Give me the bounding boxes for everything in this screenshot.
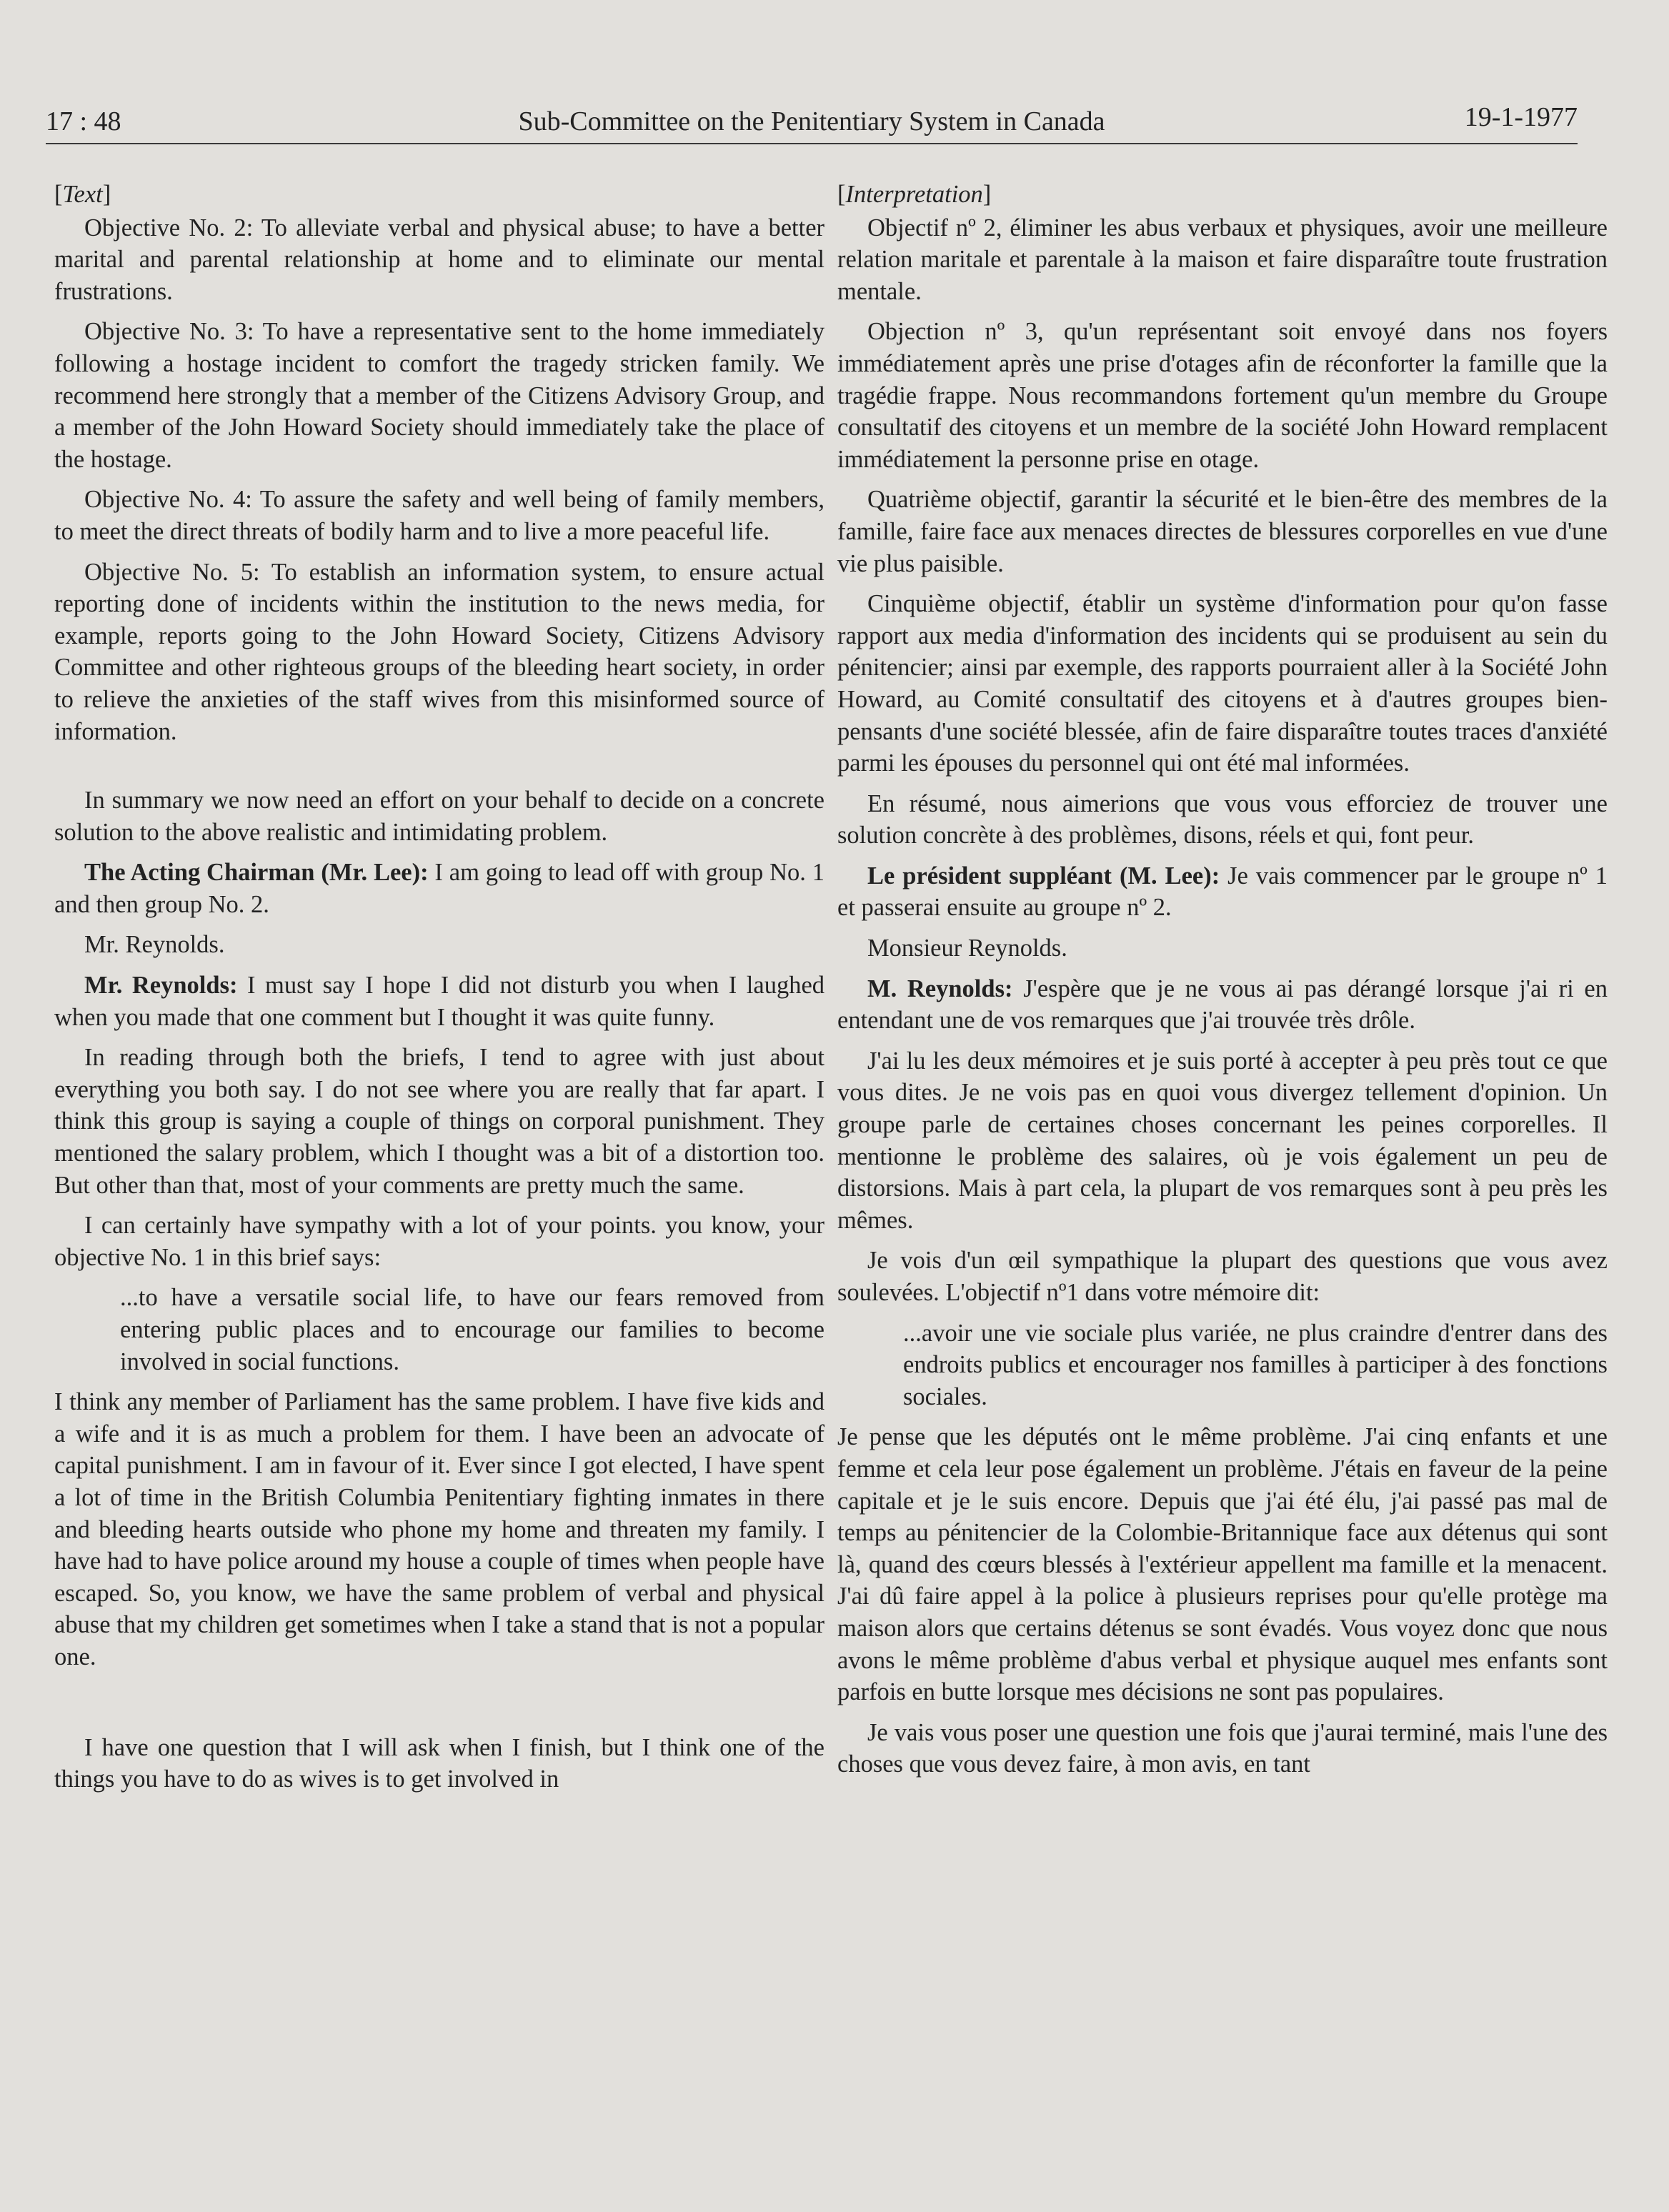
paragraph: In reading through both the briefs, I tend to agree with just about everything you both say. I do not see where you are really that far apart. I think this group is saying a couple of things on corporal punishment. They mentioned the salary problem, which I thought was a bit of a distortion too. But other than that, most of your comments are pretty much the same. xyxy=(54,1044,824,1199)
speaker-name: The Acting Chairman (Mr. Lee): xyxy=(84,859,429,887)
paragraph: Quatrième objectif, garantir la sécurité et le bien-être des membres de la famille, faire face aux menaces directes de blessures corporelles en vue d'une vie plus paisible. xyxy=(837,486,1608,577)
paragraph: I can certainly have sympathy with a lot of your points. you know, your objective No. 1 in this brief says: xyxy=(54,1212,824,1271)
speaker-paragraph: Le président suppléant (M. Lee): Je vais commencer par le groupe nº 1 et passerai ensuite au groupe nº 2. xyxy=(837,862,1608,922)
language-tag: [Interpretation] xyxy=(837,181,992,208)
speaker-name: Mr. Reynolds: xyxy=(84,972,238,1000)
block-quote: ...to have a versatile social life, to have our fears removed from entering public places and to encourage our families to become involved in social functions. xyxy=(120,1284,824,1375)
page-header xyxy=(46,86,1578,144)
speaker-paragraph: M. Reynolds: J'espère que je ne vous ai pas dérangé lorsque j'ai ri en entendant une de vos remarques que j'ai trouvée très drôle. xyxy=(837,975,1608,1035)
paragraph: Objection nº 3, qu'un représentant soit envoyé dans nos foyers immédiatement après une prise d'otages afin de réconforter la famille que la tragédie frappe. Nous recommandons fortement qu'un membre du Groupe consultatif des citoyens et un membre de la société John Howard remplacent immédiatement la personne prise en otage. xyxy=(837,318,1608,473)
running-title: Sub-Committee on the Penitentiary System in Canada xyxy=(518,106,1105,136)
paragraph: I think any member of Parliament has the same problem. I have five kids and a wife and it is as much a problem for them. I have been an advocate of capital punishment. I am in favour of it. Ever since I got elected, I have spent a lot of time in the British Columbia Penitentiary fighting inmates in there and bleeding hearts outside who phone my home and threaten my family. I have had to have police around my house a couple of times when people have escaped. So, you know, we have the same problem of verbal and physical abuse that my children get sometimes when I take a stand that is not a popular one. xyxy=(54,1388,824,1670)
speaker-name: M. Reynolds: xyxy=(867,975,1013,1002)
paragraph: Objectif nº 2, éliminer les abus verbaux et physiques, avoir une meilleure relation maritale et parentale à la maison et faire disparaître toute frustration mentale. xyxy=(837,214,1608,305)
speaker-name: Le président suppléant (M. Lee): xyxy=(867,862,1220,890)
french-column xyxy=(837,179,1608,1789)
paragraph: Objective No. 5: To establish an information system, to ensure actual reporting done of incidents within the institution to the news media, for example, reports going to the John Howard Society, Citizens Advisory Committee and other righteous groups of the bleeding heart society, in order to relieve the anxieties of the staff wives from this misinformed source of information. xyxy=(54,558,824,745)
paragraph: Objective No. 4: To assure the safety and well being of family members, to meet the direct threats of bodily harm and to live a more peaceful life. xyxy=(54,486,824,545)
paragraph: Cinquième objectif, établir un système d'information pour qu'on fasse rapport aux media d'information des incidents qui se produisent au sein du pénitencier; ainsi par exemple, des rapports pourraient aller à la Société John Howard, au Comité consultatif des citoyens et à d'autres groupes bien-pensants d'une société blessée, afin de faire disparaître toutes traces d'anxiété parmi les épouses du personnel qui ont été mal informées. xyxy=(837,590,1608,777)
block-quote: ...avoir une vie sociale plus variée, ne plus craindre d'entrer dans des endroits publics et encourager nos familles à participer à des fonctions sociales. xyxy=(903,1319,1608,1410)
speaker-paragraph: The Acting Chairman (Mr. Lee): I am going to lead off with group No. 1 and then group No. 2. xyxy=(54,859,824,918)
paragraph: Monsieur Reynolds. xyxy=(867,935,1067,962)
paragraph: En résumé, nous aimerions que vous vous efforciez de trouver une solution concrète à des problèmes, disons, réels et qui, font peur. xyxy=(837,789,1608,850)
header-date: 19-1-1977 xyxy=(1464,102,1578,132)
page-number: 17 : 48 xyxy=(46,106,121,136)
paragraph: In summary we now need an effort on your behalf to decide on a concrete solution to the above realistic and intimidating problem. xyxy=(54,787,824,846)
paragraph: Objective No. 3: To have a representative sent to the home immediately following a hostage incident to comfort the tragedy stricken family. We recommend here strongly that a member of the Citizens Advisory Group, and a member of the John Howard Society should immediately take the place of the hostage. xyxy=(54,318,824,473)
paragraph: J'ai lu les deux mémoires et je suis porté à accepter à peu près tout ce que vous dites. Je ne vois pas en quoi vous divergez tellement d'opinion. Un groupe parle de certaines choses concernant les peines corporelles. Il mentionne le problème des salaires, où je vois également un peu de distorsions. Mais à part cela, la plupart de vos remarques sont à peu près les mêmes. xyxy=(837,1047,1608,1234)
language-tag: [Text] xyxy=(54,181,111,208)
paragraph: Je pense que les députés ont le même problème. J'ai cinq enfants et une femme et cela leur pose également un problème. J'étais en faveur de la peine capitale et je le suis encore. Depuis que j'ai été élu, j'ai passé pas mal de temps au pénitencier de la Colombie-Britannique face aux détenus qui sont là, quand des cœurs blessés à l'extérieur appellent ma famille et la menacent. J'ai dû faire appel à la police à plusieurs reprises pour qu'elle protège ma maison alors que certains détenus se sont évadés. Vous voyez donc que nous avons le même problème d'abus verbal et physique auquel mes enfants sont parfois en butte lorsque mes décisions ne sont pas populaires. xyxy=(837,1423,1608,1706)
paragraph: Je vois d'un œil sympathique la plupart des questions que vous avez soulevées. L'objectif nº1 dans votre mémoire dit: xyxy=(837,1247,1608,1306)
english-column xyxy=(54,179,824,1804)
paragraph: Objective No. 2: To alleviate verbal and physical abuse; to have a better marital and parental relationship at home and to eliminate our mental frustrations. xyxy=(54,214,824,305)
paragraph: Je vais vous poser une question une fois que j'aurai terminé, mais l'une des choses que vous devez faire, à mon avis, en tant xyxy=(837,1718,1608,1778)
speaker-paragraph: Mr. Reynolds: I must say I hope I did not disturb you when I laughed when you made that one comment but I thought it was quite funny. xyxy=(54,972,825,1031)
paragraph: I have one question that I will ask when I finish, but I think one of the things you have to do as wives is to get involved in xyxy=(54,1733,824,1793)
paragraph: Mr. Reynolds. xyxy=(84,931,225,959)
